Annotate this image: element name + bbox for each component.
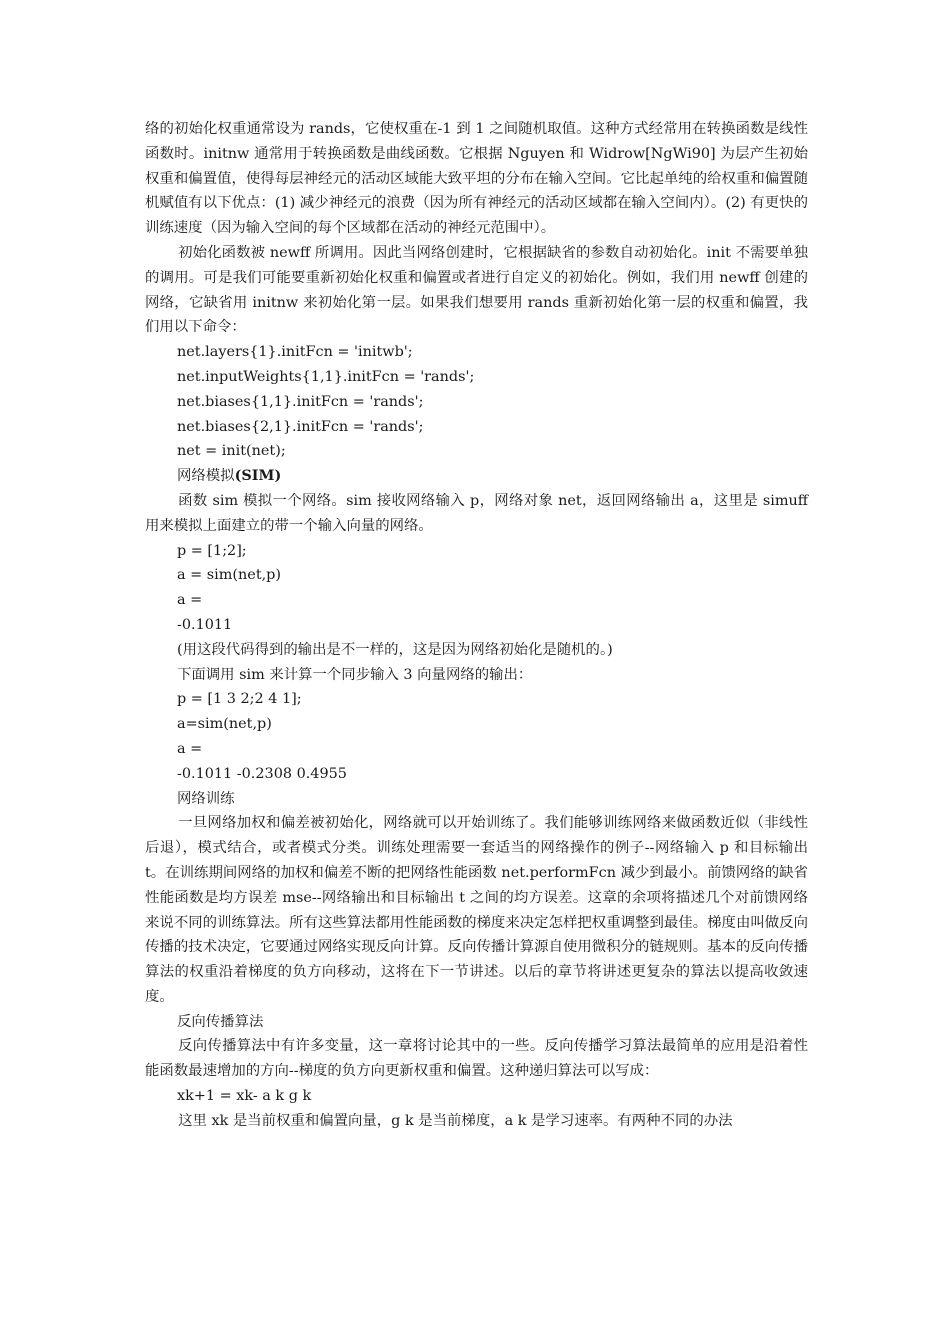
paragraph-training-description: 一旦网络加权和偏差被初始化，网络就可以开始训练了。我们能够训练网络来做函数近似（非线性 后退），模式结合，或者模式分类。训练处理需要一套适当的网络操作的例子--网络输入 p 和目标输出 t。在训练期间网络的加权和偏差不断的把网络性能函数 net.performFcn 减少到最小。前馈网络的缺省性能函数是均方误差 mse--网络输出和目标输出 t 之间的均方误差。这章的余项将描述几个对前馈网络来说不同的训练算法。所有这些算法都用性能函数的梯度来决定怎样把权重调整到最佳。梯度由叫做反向传播的技术决定，它要通过网络实现反向计算。反向传播计算源自使用微积分的链规则。基本的反向传播算法的权重沿着梯度的负方向移动，这将在下一节讲述。以后的章节将讲述更复杂的算法以提高收敛速度。 — [145, 815, 808, 1005]
code-line: net.biases{1,1}.initFcn = 'rands'; — [177, 393, 424, 410]
paragraph-backprop-description: 反向传播算法中有许多变量，这一章将讨论其中的一些。反向传播学习算法最简单的应用是沿着性能函数最速增加的方向--梯度的负方向更新权重和偏置。这种递归算法可以写成： — [145, 1038, 808, 1080]
section-heading-training: 网络训练 — [177, 790, 235, 807]
document-page — [145, 117, 808, 1134]
code-line: a = — [177, 592, 203, 609]
text-line: 下面调用 sim 来计算一个同步输入 3 向量网络的输出： — [177, 666, 533, 683]
note-line: (用这段代码得到的输出是不一样的，这是因为网络初始化是随机的。) — [177, 641, 613, 658]
code-line: -0.1011 -0.2308 0.4955 — [177, 765, 347, 782]
formula-line: xk+1 = xk- a k g k — [177, 1088, 312, 1105]
section-heading-backprop: 反向传播算法 — [177, 1013, 264, 1030]
code-line: a = sim(net,p) — [177, 567, 282, 584]
code-line: net.layers{1}.initFcn = 'initwb'; — [177, 344, 413, 361]
section-heading-sim — [145, 464, 808, 489]
paragraph-formula-explanation: 这里 xk 是当前权重和偏置向量，g k 是当前梯度，a k 是学习速率。有两种不同的办法 — [178, 1112, 733, 1129]
code-line: p = [1 3 2;2 4 1]; — [177, 691, 302, 708]
heading-sim-bold: (SIM) — [234, 467, 282, 485]
code-line: a=sim(net,p) — [177, 716, 272, 733]
code-line: p = [1;2]; — [177, 542, 247, 559]
code-line: net = init(net); — [177, 443, 286, 460]
code-line: a = — [177, 740, 203, 757]
code-line: -0.1011 — [177, 616, 233, 633]
paragraph-init-function: 初始化函数被 newff 所调用。因此当网络创建时，它根据缺省的参数自动初始化。init 不需要单独的调用。可是我们可能要重新初始化权重和偏置或者进行自定义的初始化。例如，我们用 newff 创建的网络，它缺省用 initnw 来初始化第一层。如果我们想要用 rands 重新初始化第一层的权重和偏置，我们用以下命令： — [145, 244, 808, 336]
heading-sim-text: 网络模拟 — [177, 468, 235, 485]
paragraph-sim-description: 函数 sim 模拟一个网络。sim 接收网络输入 p，网络对象 net，返回网络输出 a，这里是 simuff 用来模拟上面建立的带一个输入向量的网络。 — [145, 492, 808, 534]
code-line: net.biases{2,1}.initFcn = 'rands'; — [177, 418, 424, 435]
paragraph-initnw-description: 络的初始化权重通常设为 rands，它使权重在-1 到 1 之间随机取值。这种方式经常用在转换函数是线性函数时。initnw 通常用于转换函数是曲线函数。它根据 Nguyen 和 Widrow[NgWi90] 为层产生初始权重和偏置值，使得每层神经元的活动区域能大致平坦的分布在输入空间。它比起单纯的给权重和偏置随机赋值有以下优点：(1) 减少神经元的浪费（因为所有神经元的活动区域都在输入空间内）。(2) 有更快的训练速度（因为输入空间的每个区域都在活动的神经元范围中）。 — [145, 121, 808, 237]
code-line: net.inputWeights{1,1}.initFcn = 'rands'; — [177, 368, 475, 385]
